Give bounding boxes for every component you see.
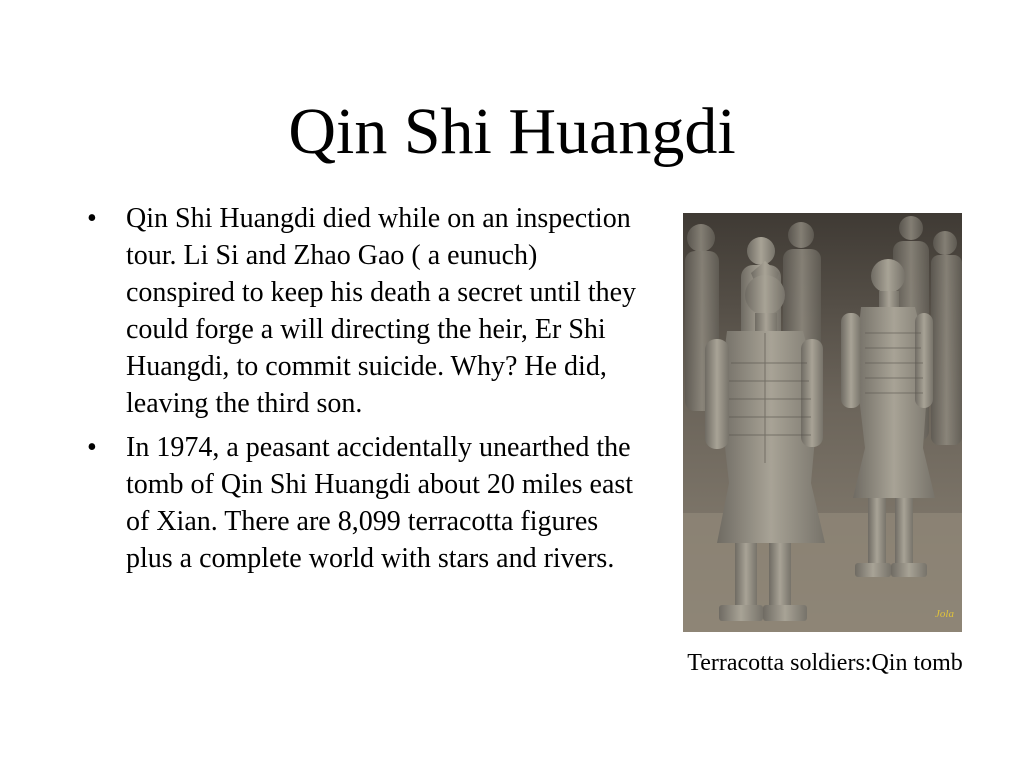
photo-signature: Jola — [935, 608, 954, 620]
image-caption: Terracotta soldiers:Qin tomb — [687, 650, 963, 676]
bullet-icon: • — [87, 432, 97, 463]
bullet-icon: • — [87, 203, 97, 234]
bullet-text: Qin Shi Huangdi died while on an inspection tour. Li Si and Zhao Gao ( a eunuch) conspired to keep his death a secret until they could forge a will directing the heir, Er Shi Huangdi, to commit suicide. Why? He did, leaving the third son. — [126, 203, 637, 419]
bullet-item — [85, 200, 650, 422]
bullet-text: In 1974, a peasant accidentally unearthed the tomb of Qin Shi Huangdi about 20 miles east of Xian. There are 8,099 terracotta figures plus a complete world with stars and rivers. — [126, 432, 634, 574]
photo-illustration — [683, 213, 962, 632]
terracotta-soldiers-photo — [683, 213, 962, 632]
bullet-item — [85, 429, 650, 577]
bullet-list — [85, 200, 650, 584]
slide-title: Qin Shi Huangdi — [288, 95, 736, 168]
